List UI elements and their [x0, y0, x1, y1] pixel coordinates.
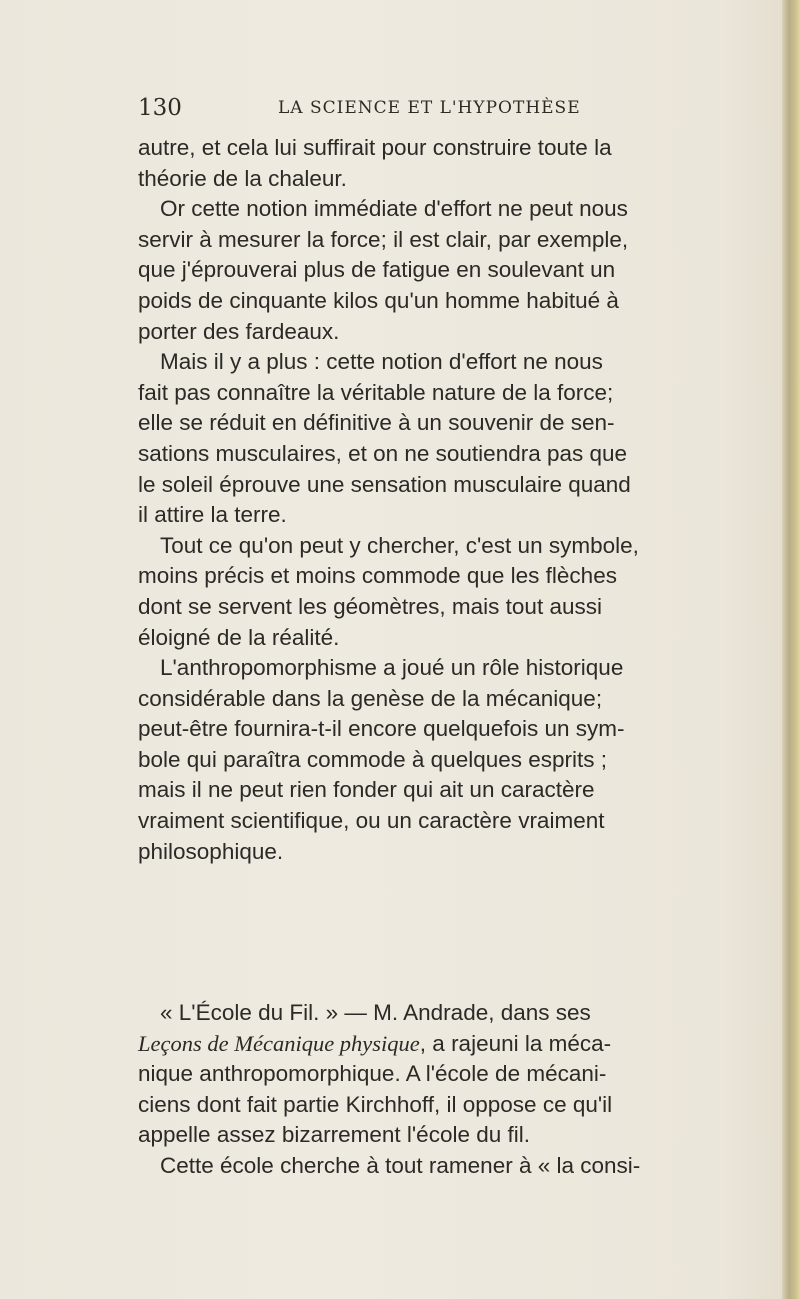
text-line: philosophique.	[138, 838, 284, 864]
footnote-line: ciens dont fait partie Kirchhoff, il oppose ce qu'il	[138, 1091, 613, 1117]
footnote-line	[138, 998, 738, 1029]
text-line: Tout ce qu'on peut y chercher, c'est un symbole,	[160, 532, 639, 558]
footnote-line: Cette école cherche à tout ramener à « la consi-	[160, 1152, 641, 1178]
text-line: autre, et cela lui suffirait pour construire toute la	[138, 135, 612, 160]
footnote-line: appelle assez bizarrement l'école du fil.	[138, 1122, 531, 1148]
text-line: Mais il y a plus : cette notion d'effort ne nous	[160, 349, 603, 375]
footnote-text: , a rajeuni la méca-	[419, 1030, 612, 1056]
page-number: 130	[138, 95, 182, 121]
text-line: Or cette notion immédiate d'effort ne peut nous	[160, 196, 628, 222]
text-line: L'anthropomorphisme a joué un rôle historique	[160, 655, 624, 681]
page-header	[138, 95, 738, 125]
text-line: que j'éprouverai plus de fatigue en soulevant un	[138, 257, 616, 283]
text-line: fait pas connaître la véritable nature de la force;	[138, 379, 614, 405]
text-line: bole qui paraîtra commode à quelques esprits ;	[138, 746, 608, 772]
footnote-heading: « L'École du Fil. » — M. Andrade, dans ses	[160, 1000, 591, 1025]
text-line: considérable dans la genèse de la mécanique;	[138, 685, 603, 711]
text-line: le soleil éprouve une sensation musculaire quand	[138, 471, 631, 497]
text-line: dont se servent les géomètres, mais tout aussi	[138, 593, 602, 619]
running-title: LA SCIENCE ET L'HYPOTHÈSE	[278, 98, 581, 118]
footnote-line: nique anthropomorphique. A l'école de mécani-	[138, 1061, 607, 1087]
text-line: elle se réduit en définitive à un souvenir de sen-	[138, 410, 615, 436]
text-line: porter des fardeaux.	[138, 318, 340, 344]
text-line: il attire la terre.	[138, 502, 287, 528]
footnote-section	[138, 998, 738, 1182]
page-binding-edge	[782, 0, 800, 1299]
text-line: éloigné de la réalité.	[138, 624, 340, 650]
book-title: Leçons de Mécanique physique	[138, 1030, 420, 1056]
text-line: mais il ne peut rien fonder qui ait un caractère	[138, 777, 595, 803]
text-line: sations musculaires, et on ne soutiendra pas que	[138, 440, 628, 466]
text-line: servir à mesurer la force; il est clair, par exemple,	[138, 226, 629, 252]
body-text	[138, 133, 738, 867]
text-line: peut-être fournira-t-il encore quelquefois un sym-	[138, 716, 625, 742]
text-line: moins précis et moins commode que les flèches	[138, 563, 617, 589]
text-line: vraiment scientifique, ou un caractère vraiment	[138, 808, 605, 834]
text-line: théorie de la chaleur.	[138, 165, 347, 191]
text-line: poids de cinquante kilos qu'un homme habitué à	[138, 287, 619, 313]
footnote-line	[138, 1029, 738, 1060]
